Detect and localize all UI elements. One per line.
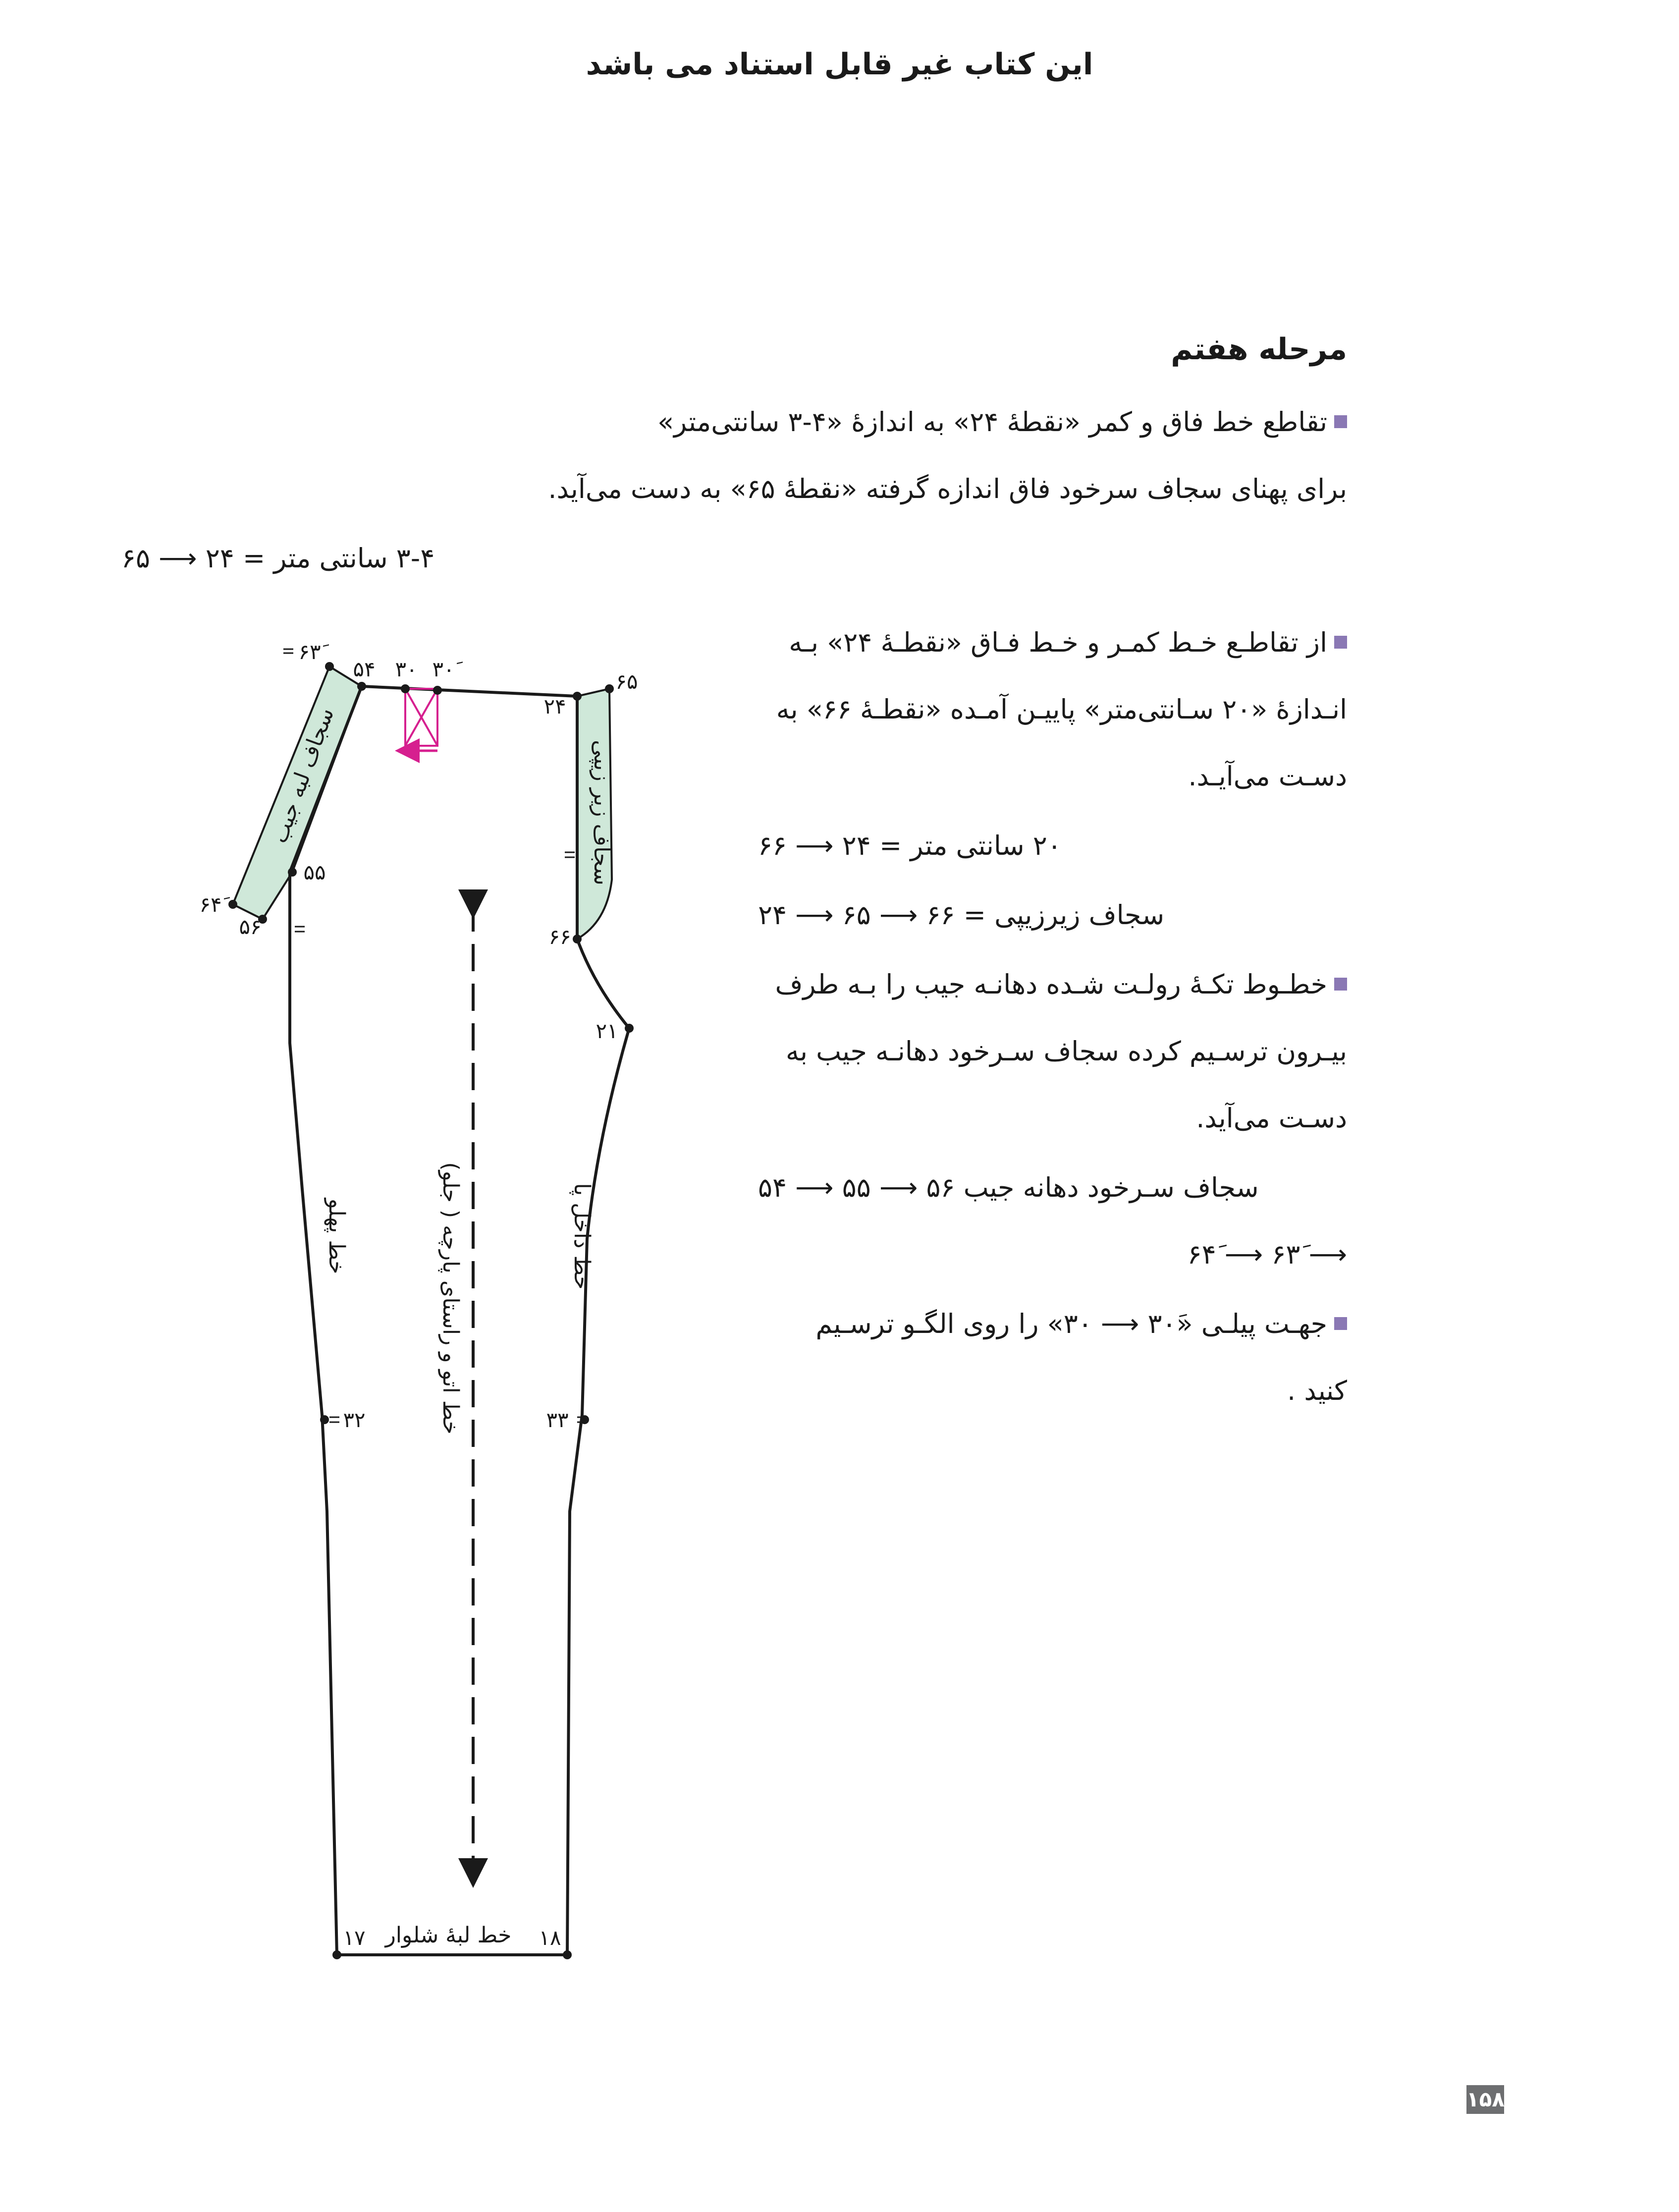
label-21: ۲۱: [596, 1019, 618, 1043]
side-line-label: خط پهلو: [324, 1198, 349, 1274]
point-63: [325, 662, 334, 671]
step1-line-1: از تقاطـع خـط کمـر و خـط فـاق «نقطـهٔ ۲۴» بـه: [789, 627, 1347, 658]
label-55: ۵۵: [303, 860, 326, 885]
label-33: ۳۳: [546, 1408, 569, 1432]
label-24: ۲۴: [543, 694, 566, 719]
formula-2: سجاف زیرزیپی = ۶۶ ⟶ ۶۵ ⟶ ۲۴: [758, 899, 1165, 931]
point-33: [580, 1415, 589, 1424]
point-54: [357, 682, 366, 691]
label-64: ۶۴َ: [199, 892, 222, 917]
label-63: ۶۳َ: [298, 640, 321, 664]
point-64: [228, 900, 237, 909]
step1-line-2: انـدازهٔ «۲۰ سـانتی‌متر» پاییـن آمـده «نقطـهٔ ۶۶» به: [776, 694, 1347, 725]
step2-line-3: دسـت می‌آید.: [1196, 1103, 1347, 1134]
inseam-line-label: خط داخل پا: [569, 1183, 595, 1290]
label-56: ۵۶: [239, 915, 262, 939]
intro-line-1: تقاطع خط فاق و کمر «نقطهٔ ۲۴» به اندازهٔ «۴-۳ سانتی‌متر»: [657, 406, 1347, 438]
intro-formula: ۳-۴ سانتی متر = ۲۴ ⟶ ۶۵: [121, 543, 435, 574]
step1-line-3: دسـت می‌آیـد.: [1188, 761, 1347, 792]
intro-line-2: برای پهنای سجاف سرخود فاق اندازه گرفته «نقطهٔ ۶۵» به دست می‌آید.: [548, 473, 1347, 504]
label-17: ۱۷: [343, 1926, 366, 1950]
label-18: ۱۸: [539, 1926, 561, 1950]
hem-line-label: خط لبهٔ شلوار: [385, 1923, 512, 1948]
formula-1: ۲۰ سانتی متر = ۲۴ ⟶ ۶۶: [758, 830, 1062, 861]
label-66: ۶۶: [548, 925, 571, 949]
page-header: این کتاب غیر قابل استناد می باشد: [586, 47, 1093, 82]
step3-line-2: کنید .: [1287, 1375, 1347, 1406]
point-65: [605, 684, 614, 693]
zipper-facing-label: سجاف زیر زیپی: [589, 740, 614, 885]
step2-line-2: بیـرون ترسـیم کرده سجاف سـرخود دهانـه جیب به: [786, 1036, 1347, 1067]
formula-3: سجاف سـرخود دهانه جیب ۵۶ ⟶ ۵۵ ⟶ ۵۴: [758, 1172, 1259, 1203]
label-65: ۶۵: [615, 669, 638, 694]
point-66: [573, 935, 582, 943]
section-heading: مرحله هفتم: [1171, 332, 1347, 367]
point-55: [288, 868, 297, 877]
point-17: [332, 1950, 341, 1959]
point-30b: [433, 686, 442, 695]
step3-line-1: جهـت پیلـی «۳۰َ ⟶ ۳۰» را روی الگـو ترسـیم: [815, 1308, 1347, 1339]
page-number: ۱۵۸: [1466, 2085, 1504, 2114]
point-24: [573, 692, 582, 701]
pocket-facing-label: سجاف لبه جیب: [267, 704, 339, 847]
label-54: ۵۴: [353, 657, 376, 681]
point-32: [320, 1415, 329, 1424]
step2-line-1: خطـوط تکـهٔ رولـت شـده دهانـه جیب را بـه طرف: [775, 969, 1347, 1000]
label-30b: ۳۰َ: [432, 657, 455, 681]
formula-4: ⟶ ۶۳َ ⟶ ۶۴َ: [1187, 1239, 1347, 1270]
label-30: ۳۰: [395, 657, 418, 681]
grain-line-label: خط اتو و راستای پارچه ( جلو): [438, 1162, 463, 1435]
point-30: [401, 684, 410, 693]
point-21: [625, 1024, 634, 1033]
label-32: ۳۲: [343, 1408, 366, 1432]
point-18: [563, 1950, 572, 1959]
